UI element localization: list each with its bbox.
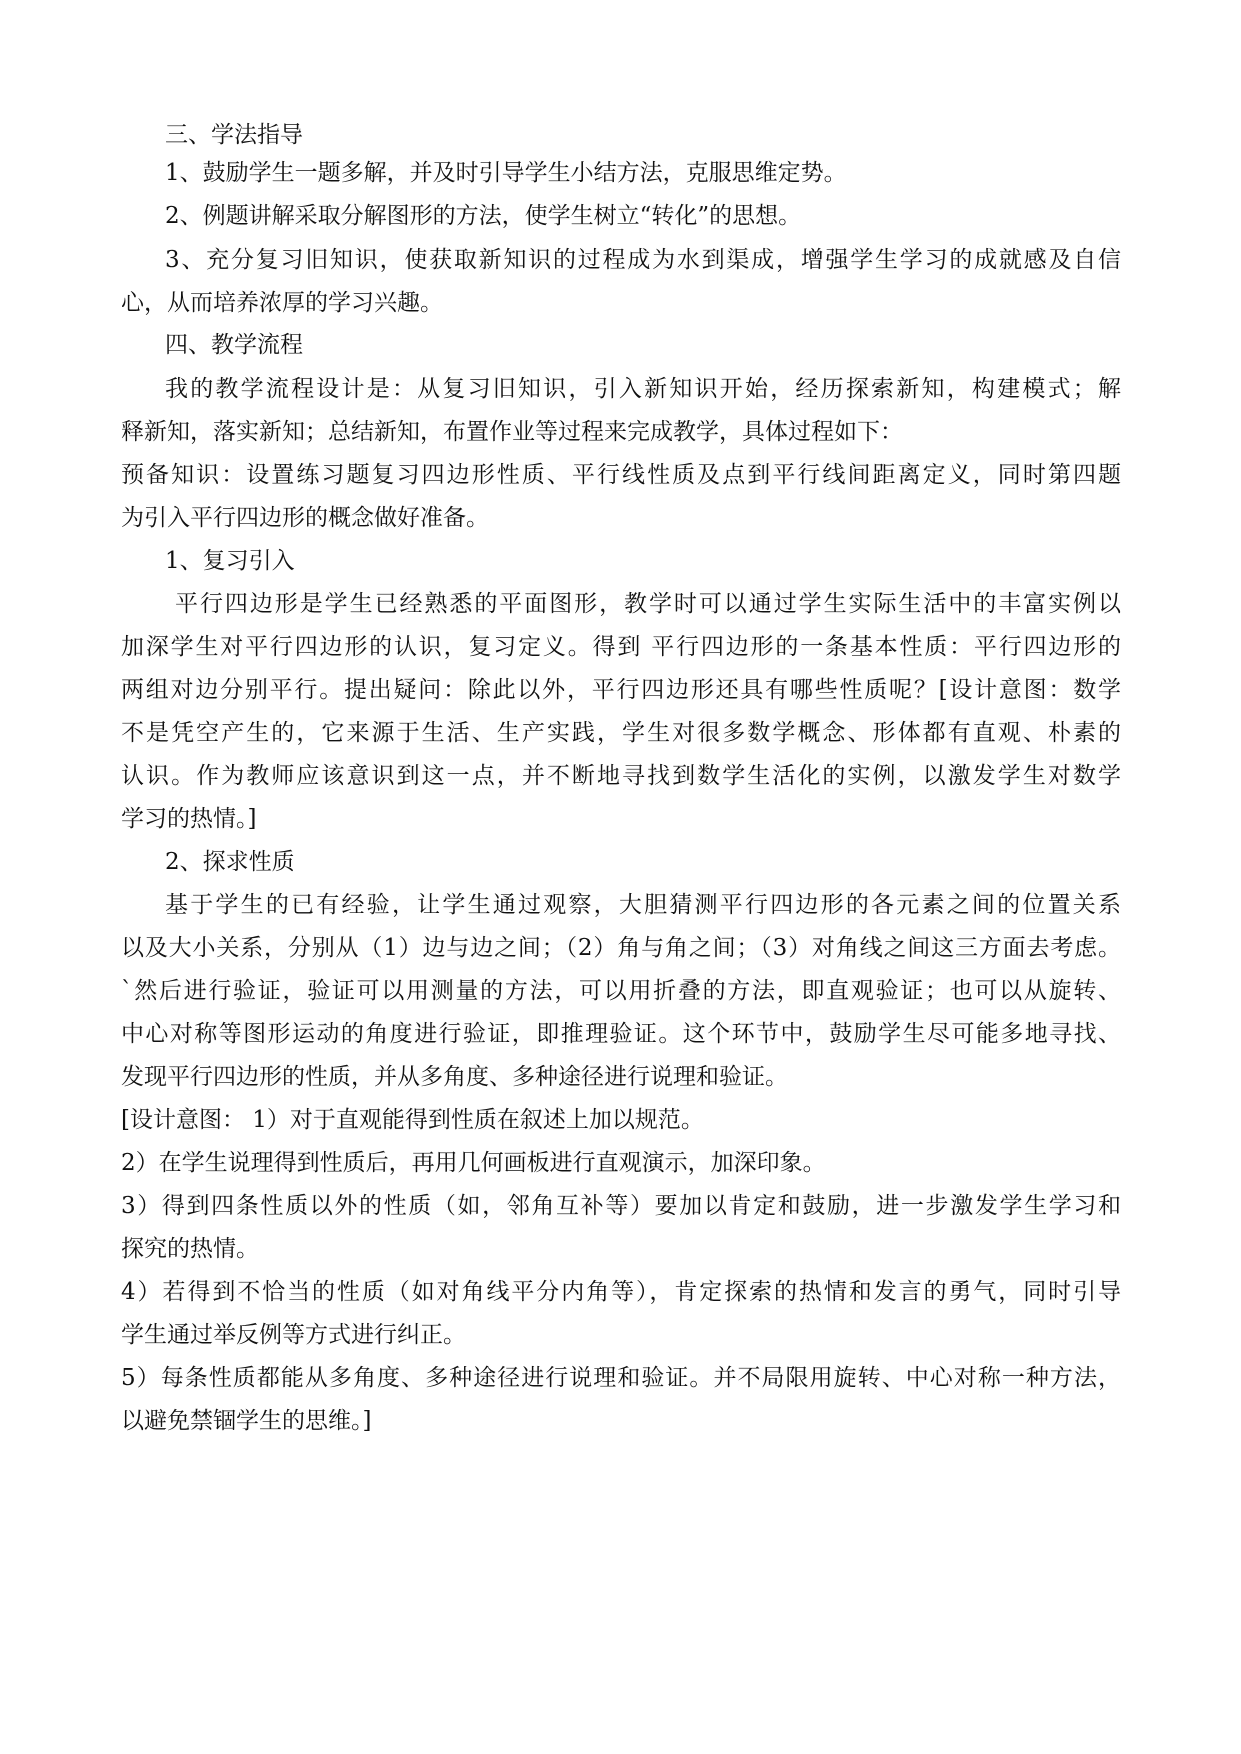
paragraph-line: 心，从而培养浓厚的学习兴趣。 — [121, 290, 443, 316]
paragraph-line: 中心对称等图形运动的角度进行验证，即推理验证。这个环节中，鼓励学生尽可能多地寻找、 — [121, 1021, 1121, 1047]
design-intent-line: 4）若得到不恰当的性质（如对角线平分内角等），肯定探索的热情和发言的勇气，同时引导 — [121, 1279, 1121, 1305]
design-intent-line: 以避免禁锢学生的思维。] — [121, 1408, 372, 1434]
design-intent-line: 3）得到四条性质以外的性质（如，邻角互补等）要加以肯定和鼓励，进一步激发学生学习和 — [121, 1193, 1121, 1219]
paragraph-line: 3、充分复习旧知识，使获取新知识的过程成为水到渠成，增强学生学习的成就感及自信 — [165, 247, 1121, 273]
paragraph-line: 2、例题讲解采取分解图形的方法，使学生树立“转化”的思想。 — [165, 203, 802, 229]
paragraph-line: 预备知识：设置练习题复习四边形性质、平行线性质及点到平行线间距离定义，同时第四题 — [121, 462, 1121, 488]
paragraph-line: 以及大小关系，分别从（1）边与边之间；（2）角与角之间；（3）对角线之间这三方面去考虑。 — [121, 935, 1121, 961]
design-intent-line: [设计意图： 1）对于直观能得到性质在叙述上加以规范。 — [121, 1107, 704, 1133]
heading-study-method: 三、学法指导 — [165, 122, 303, 148]
paragraph-line: 基于学生的已有经验，让学生通过观察，大胆猜测平行四边形的各元素之间的位置关系 — [165, 892, 1121, 918]
paragraph-line: 学习的热情。] — [121, 806, 257, 832]
heading-teaching-flow: 四、教学流程 — [165, 332, 303, 358]
design-intent-line: 探究的热情。 — [121, 1236, 259, 1262]
heading-review-intro: 1、复习引入 — [165, 548, 295, 574]
design-intent-line: 学生通过举反例等方式进行纠正。 — [121, 1322, 466, 1348]
paragraph-line: 不是凭空产生的，它来源于生活、生产实践，学生对很多数学概念、形体都有直观、朴素的 — [121, 720, 1121, 746]
paragraph-line: 1、鼓励学生一题多解，并及时引导学生小结方法，克服思维定势。 — [165, 160, 847, 186]
heading-explore-properties: 2、探求性质 — [165, 849, 295, 875]
paragraph-line: 加深学生对平行四边形的认识，复习定义。得到 平行四边形的一条基本性质：平行四边形的 — [121, 634, 1121, 660]
paragraph-line: 发现平行四边形的性质，并从多角度、多种途径进行说理和验证。 — [121, 1064, 788, 1090]
design-intent-line: 2）在学生说理得到性质后，再用几何画板进行直观演示，加深印象。 — [121, 1150, 826, 1176]
paragraph-line: 平行四边形是学生已经熟悉的平面图形，教学时可以通过学生实际生活中的丰富实例以 — [175, 591, 1121, 617]
paragraph-line: 为引入平行四边形的概念做好准备。 — [121, 505, 489, 531]
paragraph-line: 我的教学流程设计是：从复习旧知识，引入新知识开始，经历探索新知，构建模式；解 — [165, 376, 1121, 402]
paragraph-line: 两组对边分别平行。提出疑问：除此以外，平行四边形还具有哪些性质呢？[设计意图：数学 — [121, 677, 1121, 703]
paragraph-line: `然后进行验证，验证可以用测量的方法，可以用折叠的方法，即直观验证；也可以从旋转、 — [121, 978, 1121, 1004]
paragraph-line: 释新知，落实新知；总结新知，布置作业等过程来完成教学，具体过程如下： — [121, 419, 903, 445]
design-intent-line: 5）每条性质都能从多角度、多种途径进行说理和验证。并不局限用旋转、中心对称一种方法， — [121, 1365, 1121, 1391]
paragraph-line: 认识。作为教师应该意识到这一点，并不断地寻找到数学生活化的实例，以激发学生对数学 — [121, 763, 1121, 789]
